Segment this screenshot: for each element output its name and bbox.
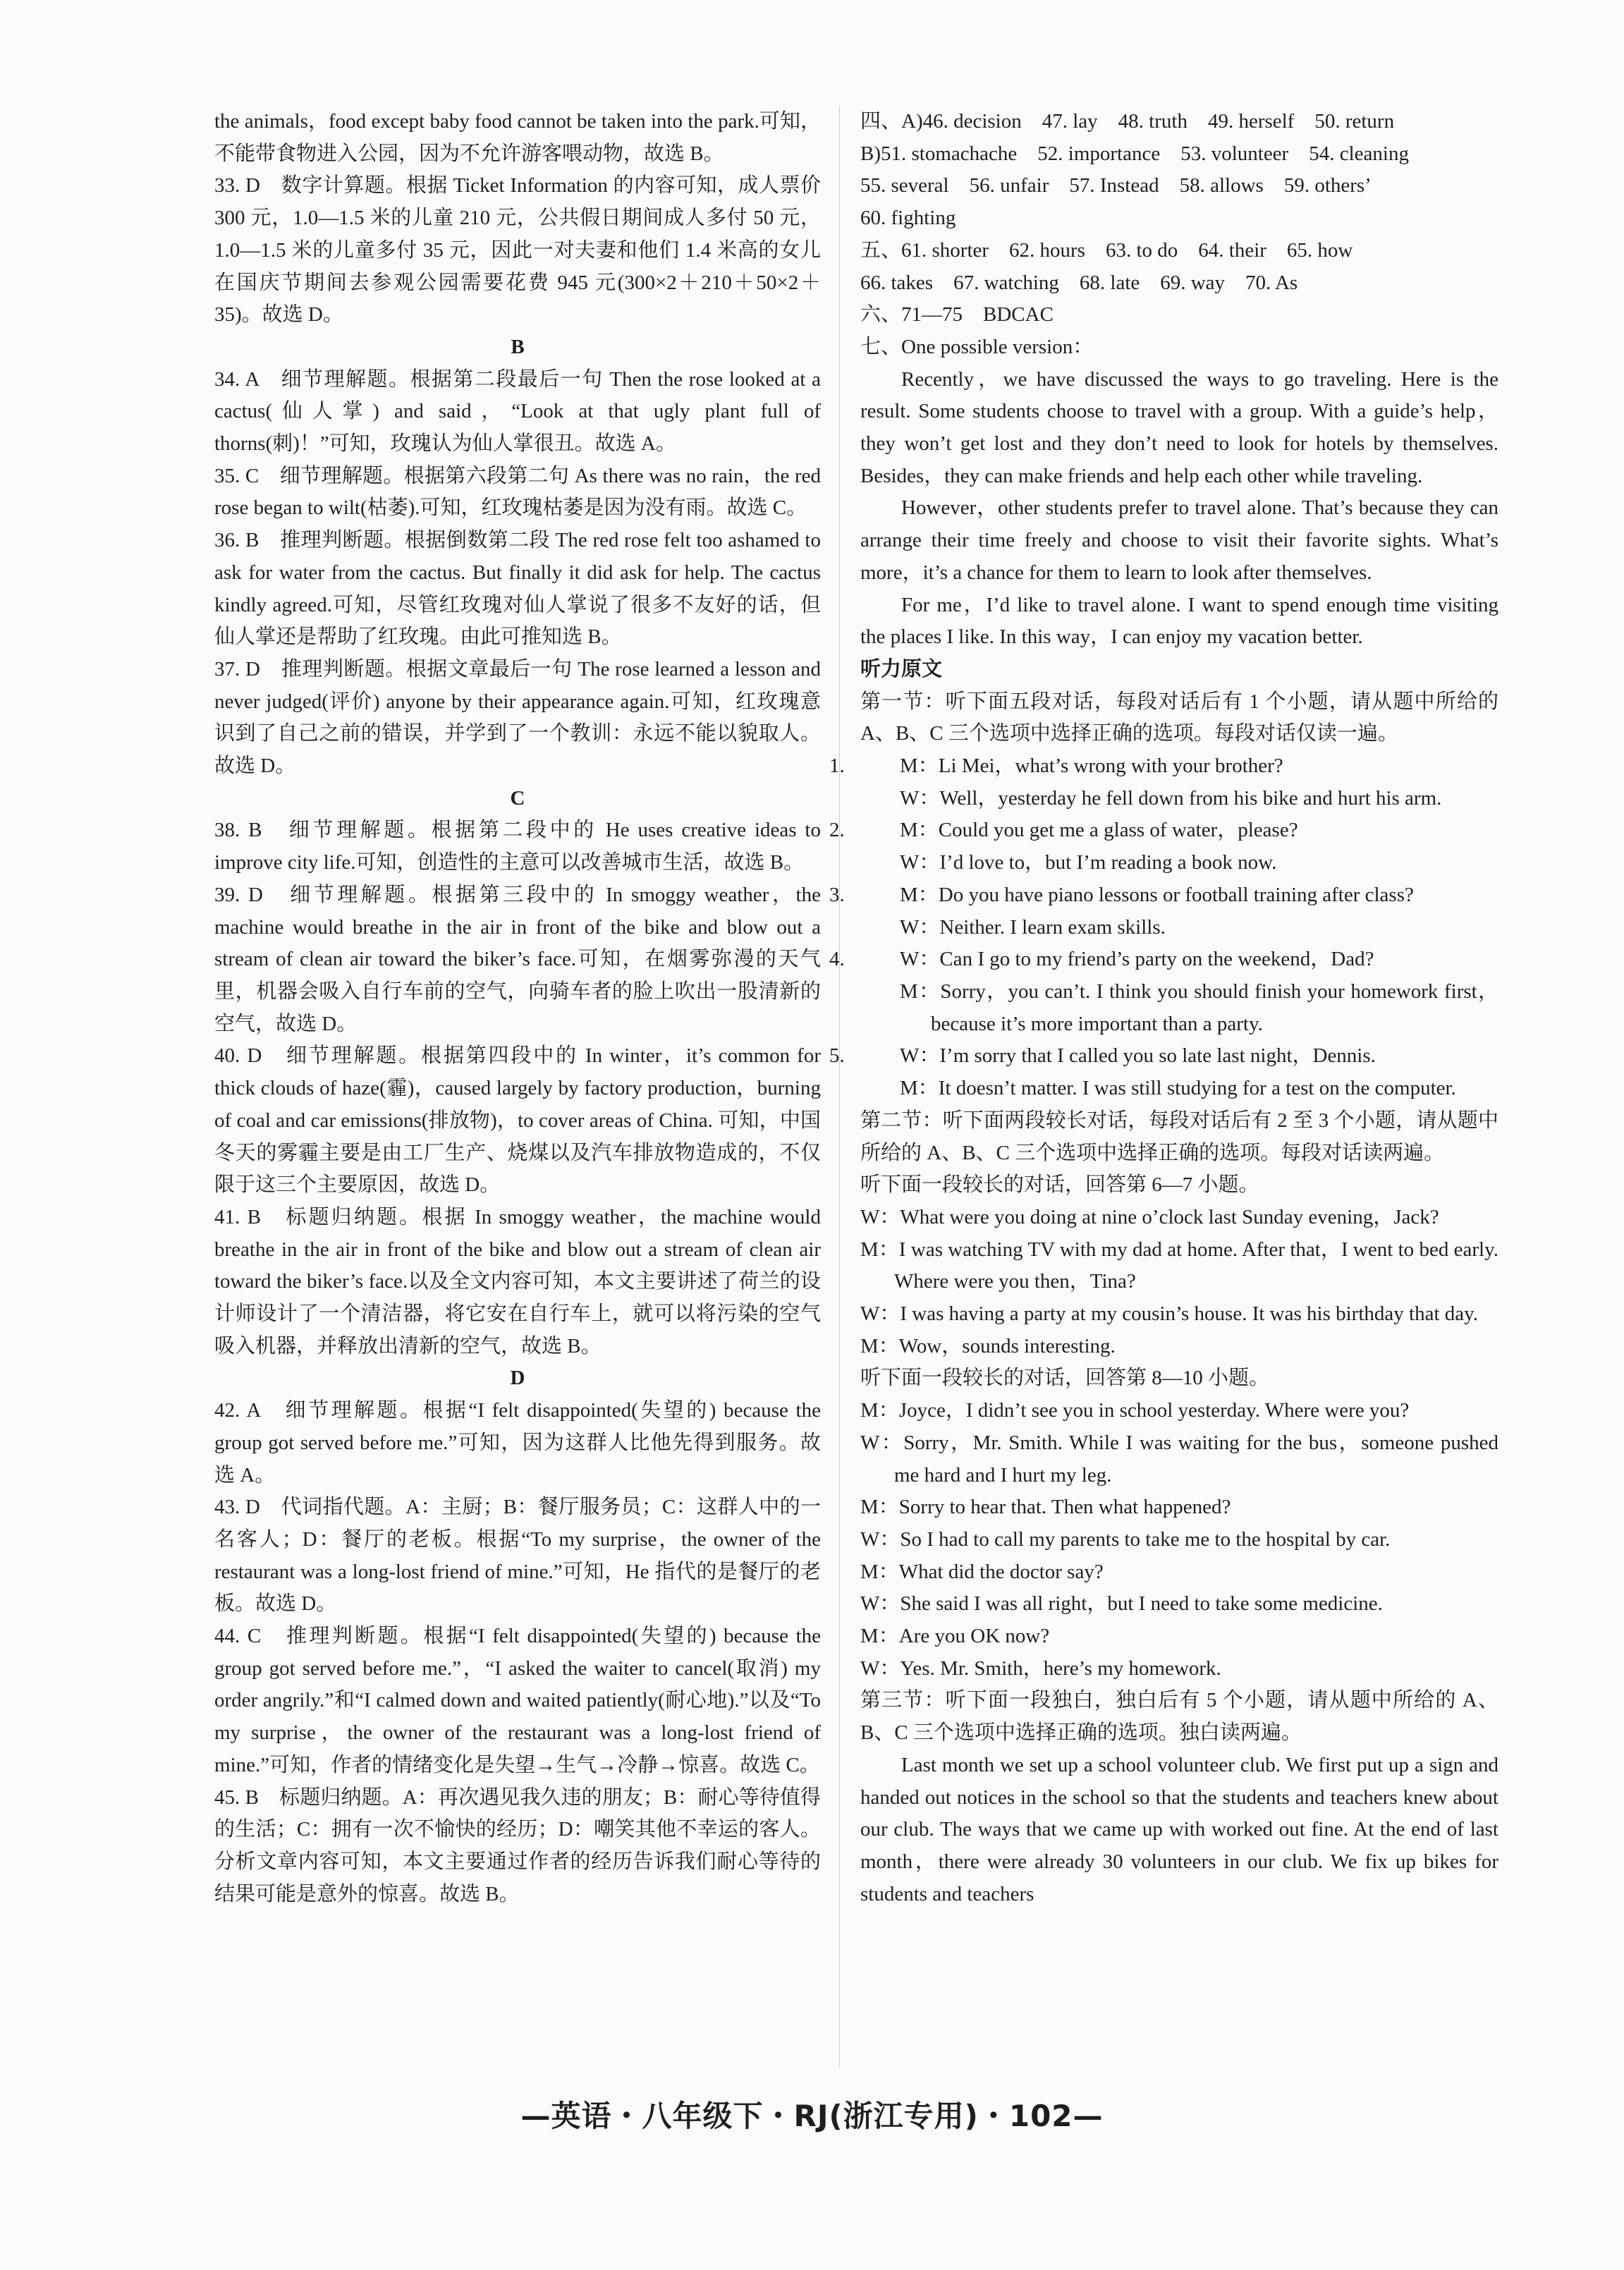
speaker: M： xyxy=(860,1399,899,1422)
answer-explanation: 34. A 细节理解题。根据第二段最后一句 Then the rose looked at a cactus(仙人掌) and said，“Look at that ugly plant full of thorns(刺)！”可知，玫瑰认为仙人掌很丑。故选 A。 xyxy=(214,367,821,456)
question-number: 1. xyxy=(829,755,845,778)
section3-intro: 第三节：听下面一段独白，独白后有 5 个小题，请从题中所给的 A、B、C 三个选项中选择正确的选项。独白读两遍。 xyxy=(860,1689,1498,1745)
utterance: Do you have piano lessons or football training after class? xyxy=(938,883,1414,906)
answer-explanation: 44. C 推理判断题。根据“I felt disappointed(失望的) because the group got served before me.”，“I asked the waiter to cancel(取消) my order angrily.”和“I calmed down and waited patiently(耐心地).”以及“To my surprise，the owner of the restaurant was a long-lost friend of mine.”可知，作者的情绪变化是失望→生气→冷静→惊喜。故选 C。 xyxy=(214,1625,821,1776)
dialogue-line xyxy=(860,1588,1498,1621)
answer-line: 55. several 56. unfair 57. Instead 58. allows 59. others’ xyxy=(860,174,1372,197)
section1-dialogues xyxy=(829,750,1498,1105)
essay-paragraph: Recently，we have discussed the ways to go traveling. Here is the result. Some students choose to travel with a group. With a guide’s help，they won’t get lost and they don’t need to look for hotels by themselves. Besides，they can make friends and help each other while traveling. xyxy=(860,367,1498,487)
utterance: What were you doing at nine o’clock last Sunday evening，Jack? xyxy=(900,1205,1439,1228)
utterance: I’d love to，but I’m reading a book now. xyxy=(939,851,1277,874)
utterance: Joyce，I didn’t see you in school yesterday. Where were you? xyxy=(898,1399,1410,1422)
answer-explanation: 35. C 细节理解题。根据第六段第二句 As there was no rain，the red rose began to wilt(枯萎).可知，红玫瑰枯萎是因为没有雨。故选 C。 xyxy=(214,464,821,520)
section1-intro: 第一节：听下面五段对话，每段对话后有 1 个小题，请从题中所给的 A、B、C 三个选项中选择正确的选项。每段对话仅读一遍。 xyxy=(860,690,1498,745)
dialogue-line xyxy=(829,1040,1498,1073)
utterance: It doesn’t matter. I was still studying for a test on the computer. xyxy=(938,1077,1456,1100)
right-column xyxy=(829,106,1498,1910)
dialogue-line xyxy=(829,814,1498,847)
dialogue-line xyxy=(860,1073,1498,1105)
speaker: W： xyxy=(900,851,940,874)
answer-explanation: 42. A 细节理解题。根据“I felt disappointed(失望的) because the group got served before me.”可知，因为这群人比他先得到服务。故选 A。 xyxy=(214,1399,821,1487)
speaker: W： xyxy=(900,1044,940,1068)
monologue: Last month we set up a school volunteer club. We first put up a sign and handed out notices in the school so that the students and teachers knew about our club. The ways that we came up with worked out fine. At the end of last month，there were already 30 volunteers in our club. We fix up bikes for students and teachers xyxy=(860,1753,1498,1905)
utterance: I’m sorry that I called you so late last night，Dennis. xyxy=(939,1044,1376,1068)
speaker: M： xyxy=(900,980,941,1003)
utterance: Sorry to hear that. Then what happened? xyxy=(898,1496,1231,1519)
dialogue-line xyxy=(829,879,1498,912)
answer-explanation: 33. D 数字计算题。根据 Ticket Information 的内容可知，成人票价 300 元，1.0—1.5 米的儿童 210 元，公共假日期间成人多付 50 元，1.0—1.5 米的儿童多付 35 元，因此一对夫妻和他们 1.4 米高的女儿在国庆节期间去参观公园需要花费 945 元(300×2＋210＋50×2＋35)。故选 D。 xyxy=(214,174,821,327)
dialogue-line xyxy=(829,944,1498,976)
dialogue-line xyxy=(860,1331,1498,1363)
utterance: Sorry，Mr. Smith. While I was waiting for the bus，someone pushed me hard and I hurt my leg. xyxy=(894,1431,1498,1487)
answer-explanation: 38. B 细节理解题。根据第二段中的 He uses creative ideas to improve city life.可知，创造性的主意可以改善城市生活，故选 B。 xyxy=(214,819,821,874)
dialogue-line xyxy=(860,1621,1498,1653)
speaker: M： xyxy=(900,819,939,842)
dialog2-intro: 听下面一段较长的对话，回答第 8—10 小题。 xyxy=(860,1367,1270,1390)
answer-explanation: 41. B 标题归纳题。根据 In smoggy weather，the machine would breathe in the air in front of the bike and blow out a stream of clean air toward the biker’s face.以及全文内容可知，本文主要讲述了荷兰的设计师设计了一个清洁器，将它安在自行车上，就可以将污染的空气吸入机器，并释放出清新的空气，故选 B。 xyxy=(214,1205,821,1357)
utterance: She said I was all right，but I need to take some medicine. xyxy=(900,1592,1383,1616)
dialogue-line xyxy=(860,1234,1498,1298)
utterance: So I had to call my parents to take me to the hospital by car. xyxy=(900,1527,1391,1551)
dialog2 xyxy=(860,1395,1498,1685)
speaker: M： xyxy=(900,755,939,778)
utterance: Yes. Mr. Smith，here’s my homework. xyxy=(900,1656,1221,1680)
passage-label: D xyxy=(510,1367,525,1390)
answer-explanation: 43. D 代词指代题。A：主厨；B：餐厅服务员；C：这群人中的一名客人；D：餐厅的老板。根据“To my surprise，the owner of the restaurant was a long-lost friend of mine.”可知，He 指代的是餐厅的老板。故选 D。 xyxy=(214,1496,821,1616)
question-number: 4. xyxy=(829,948,845,971)
speaker: W： xyxy=(860,1302,900,1326)
speaker: W： xyxy=(860,1431,904,1454)
left-column xyxy=(214,106,821,1910)
utterance: Neither. I learn exam skills. xyxy=(939,915,1166,939)
utterance: Wow，sounds interesting. xyxy=(898,1334,1116,1357)
answer-explanation: 40. D 细节理解题。根据第四段中的 In winter，it’s common for thick clouds of haze(霾)，caused largely by factory production，burning of coal and car emissions(排放物)，to cover areas of China. 可知，中国冬天的雾霾主要是由工厂生产、烧煤以及汽车排放物造成的，不仅限于这三个主要原因，故选 D。 xyxy=(214,1044,821,1197)
answer-line: B)51. stomachache 52. importance 53. volunteer 54. cleaning xyxy=(860,142,1409,165)
speaker: M： xyxy=(860,1334,899,1357)
speaker: W： xyxy=(860,1527,900,1551)
question-number: 5. xyxy=(829,1044,845,1068)
speaker: W： xyxy=(860,1592,900,1616)
speaker: M： xyxy=(860,1625,899,1648)
dialog1-intro: 听下面一段较长的对话，回答第 6—7 小题。 xyxy=(860,1173,1259,1197)
question-number: 2. xyxy=(829,819,845,842)
dialogue-line xyxy=(860,1202,1498,1234)
utterance: What did the doctor say? xyxy=(898,1560,1104,1583)
dialogue-line xyxy=(860,912,1498,944)
section2-intro: 第二节：听下面两段较长对话，每段对话后有 2 至 3 个小题，请从题中所给的 A、B、C 三个选项中选择正确的选项。每段对话读两遍。 xyxy=(860,1109,1498,1164)
continued-text: the animals，food except baby food cannot be taken into the park.可知，不能带食物进入公园，因为不允许游客喂动物，故选 B。 xyxy=(214,110,821,165)
column-divider xyxy=(839,106,840,2066)
utterance: Are you OK now? xyxy=(898,1625,1050,1648)
dialogue-line xyxy=(860,1395,1498,1427)
listening-title: 听力原文 xyxy=(860,657,943,681)
answer-explanation: 37. D 推理判断题。根据文章最后一句 The rose learned a lesson and never judged(评价) anyone by their appearance again.可知，红玫瑰意识到了自己之前的错误，并学到了一个教训：永远不能以貌取人。故选 D。 xyxy=(214,657,821,778)
answer-line: 四、A)46. decision 47. lay 48. truth 49. herself 50. return xyxy=(860,110,1395,133)
speaker: W： xyxy=(900,786,940,810)
dialogue-line xyxy=(860,1524,1498,1556)
answers-block xyxy=(860,106,1498,364)
dialogue-line xyxy=(829,750,1498,783)
answer-explanation: 45. B 标题归纳题。A：再次遇见我久违的朋友；B：耐心等待值得的生活；C：拥有一次不愉快的经历；D：嘲笑其他不幸运的客人。分析文章内容可知，本文主要通过作者的经历告诉我们耐心等待的结果可能是意外的惊喜。故选 B。 xyxy=(214,1786,821,1905)
speaker: M： xyxy=(900,883,939,906)
sample-essay xyxy=(860,364,1498,654)
utterance: Well，yesterday he fell down from his bike and hurt his arm. xyxy=(939,786,1442,810)
utterance: I was watching TV with my dad at home. After that，I went to bed early. Where were you then，Tina? xyxy=(894,1238,1498,1293)
dialogue-line xyxy=(860,976,1498,1040)
dialogue-line xyxy=(860,1427,1498,1491)
utterance: I was having a party at my cousin’s house. It was his birthday that day. xyxy=(900,1302,1478,1326)
speaker: W： xyxy=(900,915,940,939)
dialogue-line xyxy=(860,847,1498,879)
passage-label: B xyxy=(511,335,525,358)
dialogue-line xyxy=(860,1556,1498,1589)
speaker: M： xyxy=(860,1560,899,1583)
answer-line: 六、71—75 BDCAC xyxy=(860,303,1054,327)
utterance: Could you get me a glass of water，please? xyxy=(938,819,1298,842)
passage-label: C xyxy=(510,786,525,810)
utterance: Li Mei，what’s wrong with your brother? xyxy=(938,755,1283,778)
speaker: W： xyxy=(860,1656,900,1680)
speaker: W： xyxy=(860,1205,900,1228)
utterance: Sorry，you can’t. I think you should finish your homework first，because it’s more important than a party. xyxy=(931,980,1498,1035)
dialog1 xyxy=(860,1202,1498,1363)
answer-line: 66. takes 67. watching 68. late 69. way 70. As xyxy=(860,271,1298,294)
speaker: W： xyxy=(900,948,940,971)
essay-paragraph: However，other students prefer to travel alone. That’s because they can arrange their time freely and choose to visit their favorite sights. What’s more，it’s a chance for them to learn to look after themselves. xyxy=(860,496,1498,584)
answer-line: 五、61. shorter 62. hours 63. to do 64. their 65. how xyxy=(860,238,1353,262)
page-footer: —英语・八年级下・RJ(浙江专用)・102— xyxy=(520,2099,1104,2133)
answer-explanation: 39. D 细节理解题。根据第三段中的 In smoggy weather，the machine would breathe in the air in front of the bike and blow out a stream of clean air toward the biker’s face.可知，在烟雾弥漫的天气里，机器会吸入自行车前的空气，向骑车者的脸上吹出一股清新的空气，故选 D。 xyxy=(214,883,821,1035)
question-number: 3. xyxy=(829,883,845,906)
essay-paragraph: For me，I’d like to travel alone. I want to spend enough time visiting the places I like. In this way，I can enjoy my vacation better. xyxy=(860,593,1498,649)
speaker: M： xyxy=(860,1496,899,1519)
speaker: M： xyxy=(860,1238,899,1261)
speaker: M： xyxy=(900,1077,939,1100)
dialogue-line xyxy=(860,1298,1498,1331)
utterance: Can I go to my friend’s party on the weekend，Dad? xyxy=(939,948,1374,971)
dialogue-line xyxy=(860,1491,1498,1524)
answer-line: 60. fighting xyxy=(860,207,956,230)
answer-explanation: 36. B 推理判断题。根据倒数第二段 The red rose felt too ashamed to ask for water from the cactus. But finally it did ask for help. The cactus kindly agreed.可知，尽管红玫瑰对仙人掌说了很多不友好的话，但仙人掌还是帮助了红玫瑰。由此可推知选 B。 xyxy=(214,529,821,649)
dialogue-line xyxy=(860,1653,1498,1685)
dialogue-line xyxy=(860,783,1498,815)
answer-line: 七、One possible version： xyxy=(860,335,1094,358)
